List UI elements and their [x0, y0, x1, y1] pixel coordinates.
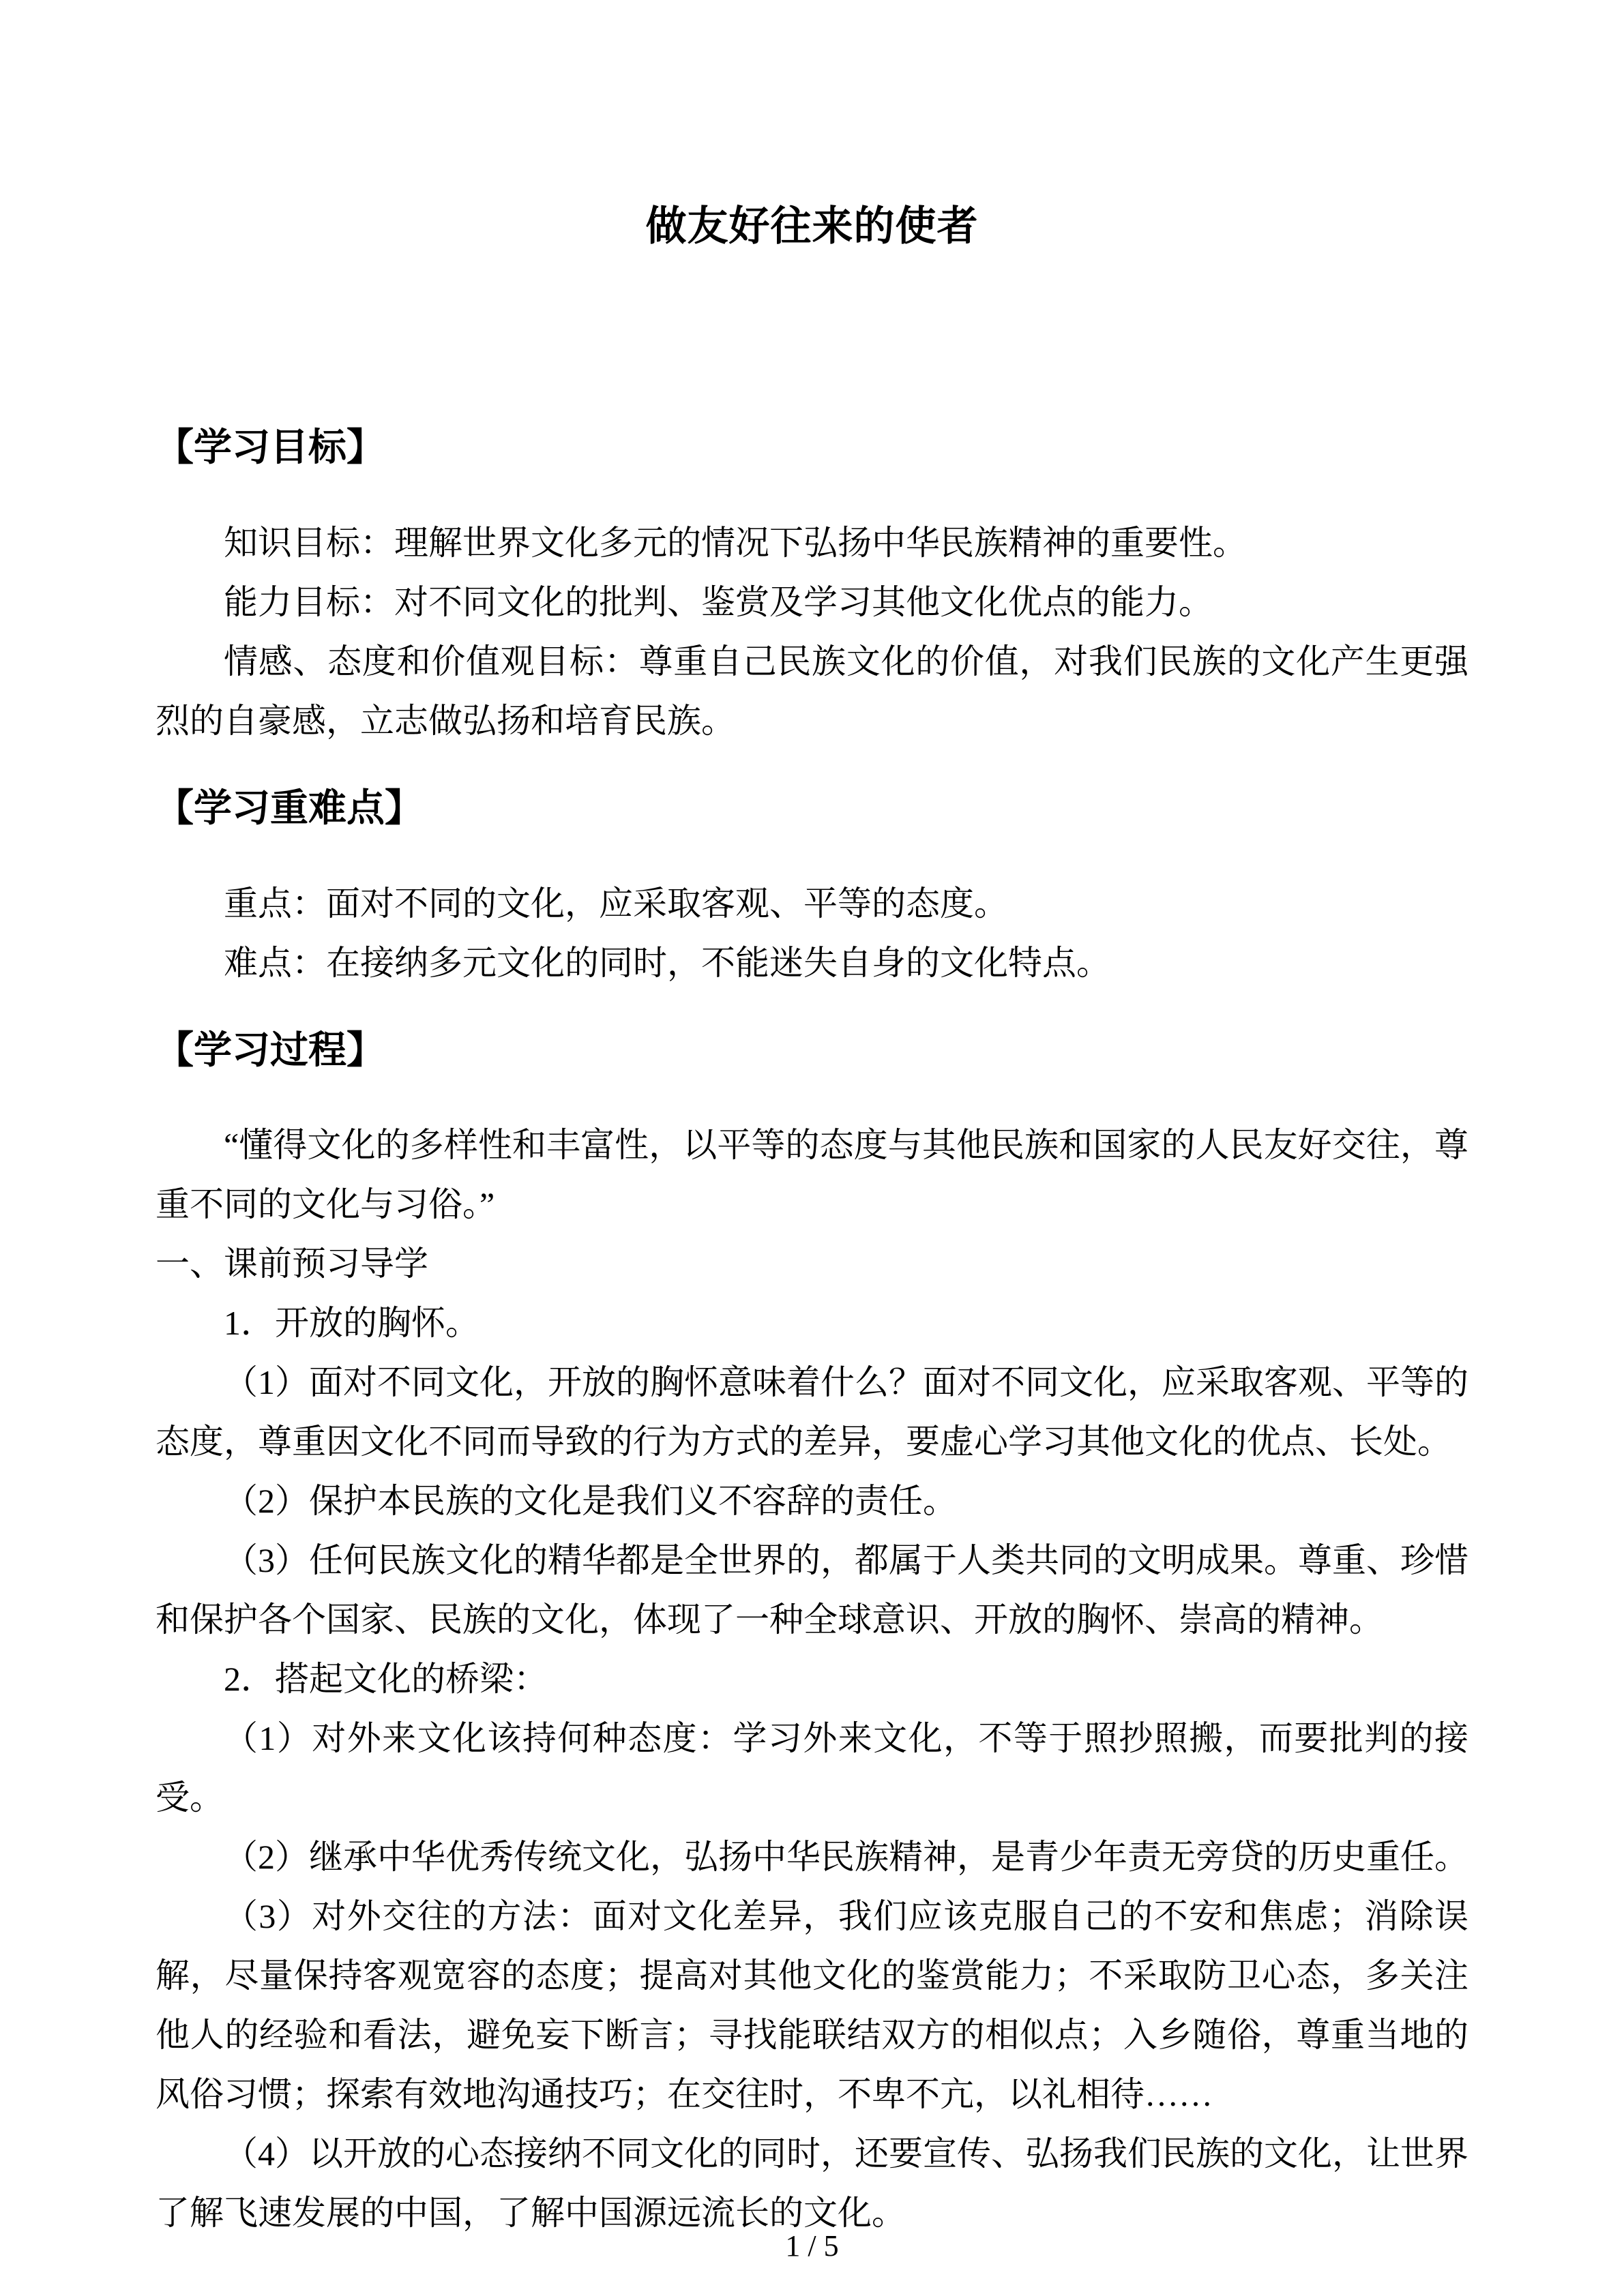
paragraph: （3）对外交往的方法：面对文化差异，我们应该克服自己的不安和焦虑；消除误解，尽量保持客观宽容的态度；提高对其他文化的鉴赏能力；不采取防卫心态，多关注他人的经验和看法，避免妄下断言；寻找能联结双方的相似点；入乡随俗，尊重当地的风俗习惯；探索有效地沟通技巧；在交往时，不卑不亢，以礼相待……	[156, 1897, 1468, 2114]
paragraph: 一、课前预习导学	[156, 1244, 428, 1283]
paragraph: 能力目标：对不同文化的批判、鉴赏及学习其他文化优点的能力。	[224, 582, 1213, 621]
paragraph: （2）继承中华优秀传统文化，弘扬中华民族精神，是青少年责无旁贷的历史重任。	[224, 1838, 1468, 1877]
paragraph: 难点：在接纳多元文化的同时，不能迷失自身的文化特点。	[224, 943, 1110, 982]
document-content	[156, 201, 1468, 2243]
paragraph: 知识目标：理解世界文化多元的情况下弘扬中华民族精神的重要性。	[224, 523, 1247, 562]
section-heading: 【学习重难点】	[156, 786, 423, 829]
paragraph: （1）对外来文化该持何种态度：学习外来文化，不等于照抄照搬，而要批判的接受。	[156, 1719, 1468, 1817]
paragraph: “懂得文化的多样性和丰富性，以平等的态度与其他民族和国家的人民友好交往，尊重不同的文化与习俗。”	[156, 1126, 1468, 1224]
paragraph: 1．开放的胸怀。	[224, 1304, 479, 1343]
document-title: 做友好往来的使者	[645, 204, 979, 249]
section-heading: 【学习目标】	[156, 426, 385, 468]
paragraph: 重点：面对不同的文化，应采取客观、平等的态度。	[224, 884, 1008, 923]
paragraph: （3）任何民族文化的精华都是全世界的，都属于人类共同的文明成果。尊重、珍惜和保护各个国家、民族的文化，体现了一种全球意识、开放的胸怀、崇高的精神。	[156, 1541, 1468, 1639]
section-heading: 【学习过程】	[156, 1028, 385, 1071]
page-number: 1 / 5	[785, 2229, 839, 2263]
paragraph: （1）面对不同文化，开放的胸怀意味着什么？面对不同文化，应采取客观、平等的态度，尊重因文化不同而导致的行为方式的差异，要虚心学习其他文化的优点、长处。	[156, 1363, 1468, 1461]
paragraph: （4）以开放的心态接纳不同文化的同时，还要宣传、弘扬我们民族的文化，让世界了解飞速发展的中国，了解中国源远流长的文化。	[156, 2134, 1468, 2233]
paragraph: （2）保护本民族的文化是我们义不容辞的责任。	[224, 1482, 957, 1521]
paragraph: 情感、态度和价值观目标：尊重自己民族文化的价值，对我们民族的文化产生更强烈的自豪感，立志做弘扬和培育民族。	[156, 642, 1468, 740]
paragraph: 2．搭起文化的桥梁：	[224, 1660, 548, 1699]
